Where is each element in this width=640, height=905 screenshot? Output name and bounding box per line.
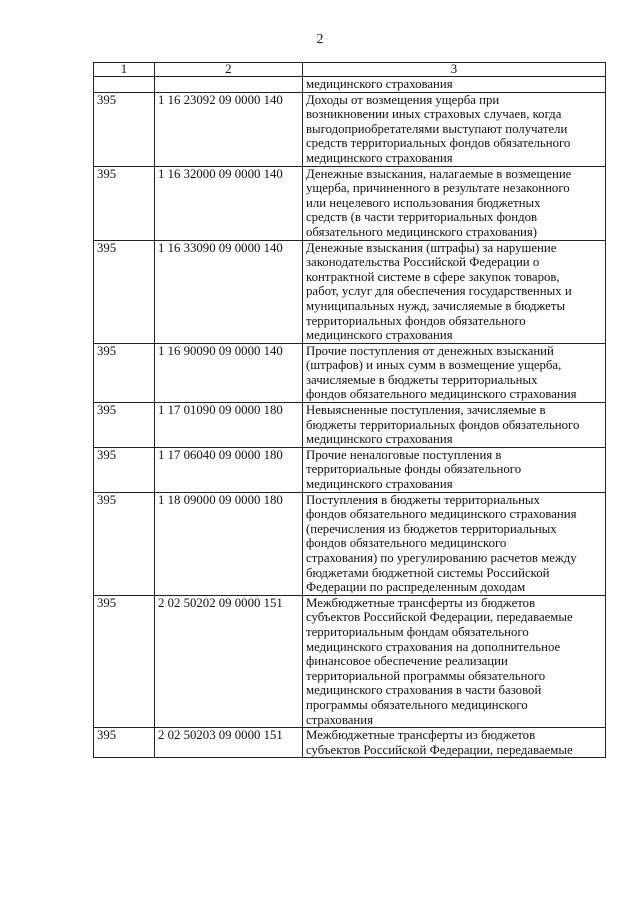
column-header-3: 3 [303,63,606,77]
revenue-code-cell: 1 16 23092 09 0000 140 [155,92,303,166]
table-row [94,92,606,166]
admin-code-cell: 395 [94,447,155,492]
table-row [94,343,606,402]
revenue-code-cell: 2 02 50202 09 0000 151 [155,595,303,727]
table-row [94,403,606,448]
table-row [94,166,606,240]
page-number: 2 [316,32,324,47]
revenue-code-cell: 1 16 33090 09 0000 140 [155,240,303,343]
column-header-2: 2 [155,63,303,77]
continuation-admin-cell [94,77,155,93]
continuation-text: медицинского страхования [303,77,606,93]
admin-code-cell: 395 [94,166,155,240]
revenue-description-cell: Денежные взыскания, налагаемые в возмещение ущерба, причиненного в результате незаконного или нецелевого использования бюджетных средств (в части территориальных фондов обязательного медицинского страхования) [303,166,606,240]
continuation-row [94,77,606,93]
revenue-code-table [93,62,606,758]
admin-code-cell: 395 [94,240,155,343]
admin-code-cell: 395 [94,492,155,595]
admin-code-cell: 395 [94,343,155,402]
revenue-code-cell: 1 16 32000 09 0000 140 [155,166,303,240]
revenue-code-cell: 1 17 06040 09 0000 180 [155,447,303,492]
revenue-description-cell: Прочие поступления от денежных взысканий (штрафов) и иных сумм в возмещение ущерба, зачисляемые в бюджеты территориальных фондов обязательного медицинского страхования [303,343,606,402]
admin-code-cell: 395 [94,595,155,727]
revenue-description-cell: Прочие неналоговые поступления в территориальные фонды обязательного медицинского страхования [303,447,606,492]
revenue-description-cell: Поступления в бюджеты территориальных фондов обязательного медицинского страхования (перечисления из бюджетов территориальных фондов обязательного медицинского страхования) по урегулированию расчетов между бюджетами бюджетной системы Российской Федерации по распределенным доходам [303,492,606,595]
admin-code-cell: 395 [94,728,155,758]
admin-code-cell: 395 [94,403,155,448]
table-row [94,240,606,343]
column-header-1: 1 [94,63,155,77]
table-row [94,728,606,758]
revenue-code-cell: 2 02 50203 09 0000 151 [155,728,303,758]
table-row [94,595,606,727]
table-row [94,447,606,492]
revenue-code-cell: 1 16 90090 09 0000 140 [155,343,303,402]
revenue-description-cell: Межбюджетные трансферты из бюджетов субъектов Российской Федерации, передаваемые [303,728,606,758]
continuation-code-cell [155,77,303,93]
revenue-description-cell: Невыясненные поступления, зачисляемые в бюджеты территориальных фондов обязательного медицинского страхования [303,403,606,448]
revenue-description-cell: Денежные взыскания (штрафы) за нарушение законодательства Российской Федерации о контрактной системе в сфере закупок товаров, работ, услуг для обеспечения государственных и муниципальных нужд, зачисляемые в бюджеты территориальных фондов обязательного медицинского страхования [303,240,606,343]
table-row [94,492,606,595]
revenue-description-cell: Доходы от возмещения ущерба при возникновении иных страховых случаев, когда выгодоприобретателями выступают получатели средств территориальных фондов обязательного медицинского страхования [303,92,606,166]
admin-code-cell: 395 [94,92,155,166]
revenue-description-cell: Межбюджетные трансферты из бюджетов субъектов Российской Федерации, передаваемые территориальным фондам обязательного медицинского страхования на дополнительное финансовое обеспечение реализации территориальной программы обязательного медицинского страхования в части базовой программы обязательного медицинского страхования [303,595,606,727]
revenue-code-cell: 1 18 09000 09 0000 180 [155,492,303,595]
table-header-row [94,63,606,77]
revenue-code-cell: 1 17 01090 09 0000 180 [155,403,303,448]
